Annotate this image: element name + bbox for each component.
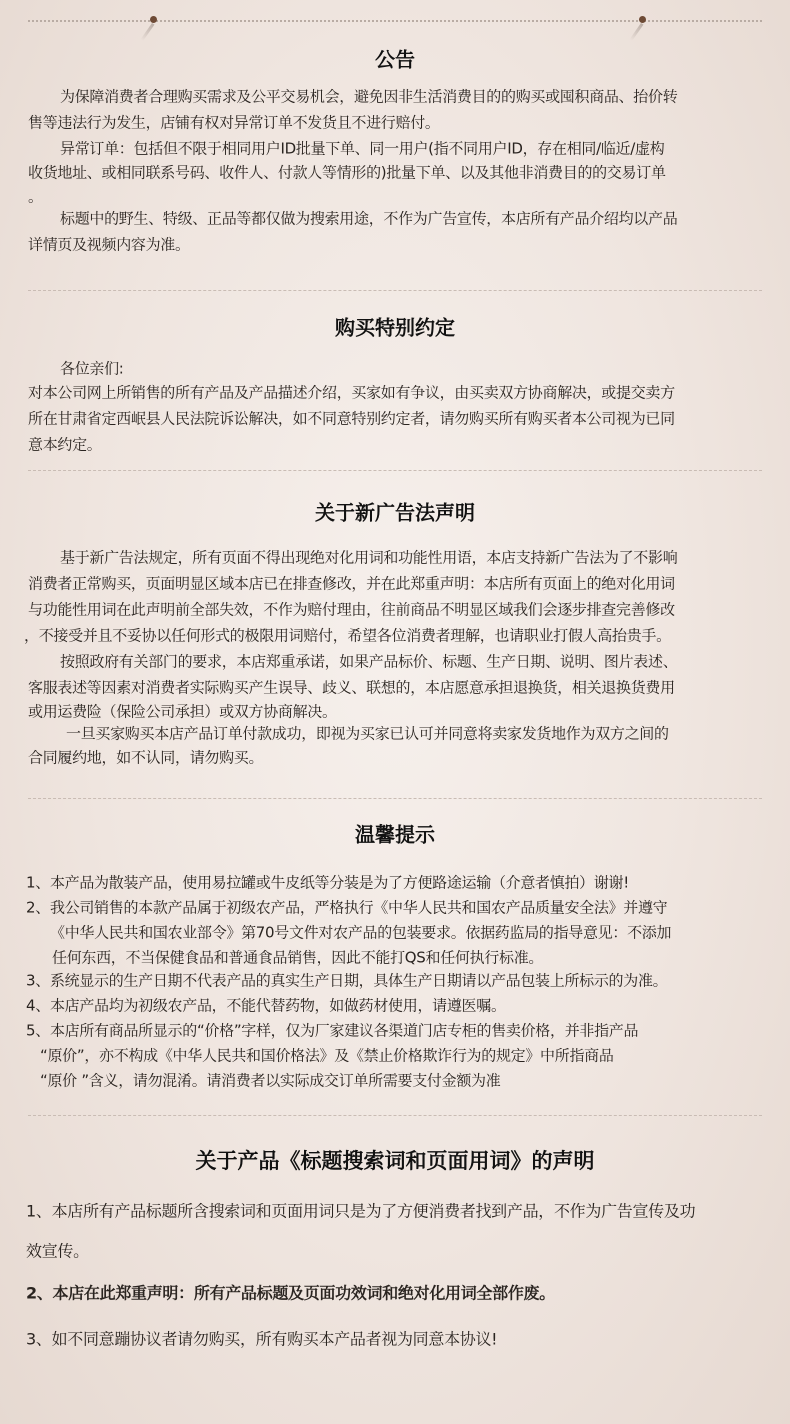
tips-text-line: 5、本店所有商品所显示的“价格”字样，仅为厂家建议各渠道门店专柜的售卖价格，并非指产品 — [26, 1021, 639, 1040]
section-divider — [28, 1115, 762, 1116]
ad-law-statement-text-line: 一旦买家购买本店产品订单付款成功，即视为买家已认可并同意将卖家发货地作为双方之间的 — [66, 724, 669, 743]
purchase-agreement-title: 购买特别约定 — [335, 315, 455, 340]
announcement-text-line: 异常订单：包括但不限于相同用户ID批量下单、同一用户(指不同用户ID，存在相同/临近/虚构 — [60, 139, 665, 158]
announcement-text-line: 售等违法行为发生，店铺有权对异常订单不发货且不进行赔付。 — [28, 113, 440, 132]
announcement-text-line: 详情页及视频内容为准。 — [28, 235, 190, 254]
title-keywords-statement-text-line: 效宣传。 — [26, 1241, 89, 1261]
tips-text-line: 3、系统显示的生产日期不代表产品的真实生产日期，具体生产日期请以产品包装上所标示的为准。 — [26, 971, 668, 990]
purchase-agreement-text-line: 各位亲们: — [60, 359, 124, 378]
section-divider — [28, 470, 762, 471]
ad-law-statement-text-line: 基于新广告法规定，所有页面不得出现绝对化用词和功能性用语，本店支持新广告法为了不影响 — [60, 548, 678, 567]
tips-text-line: 《中华人民共和国农业部令》第70号文件对农产品的包装要求。依据药监局的指导意见：不添加 — [50, 923, 672, 942]
tips-text-line: 任何东西，不当保健食品和普通食品销售，因此不能打QS和任何执行标准。 — [52, 948, 544, 967]
tips-text-line: 4、本店产品均为初级农产品，不能代替药物，如做药材使用，请遵医嘱。 — [26, 996, 506, 1015]
title-keywords-statement-text-line: 3、如不同意蹦协议者请勿购买，所有购买本产品者视为同意本协议! — [26, 1329, 498, 1349]
pin-icon — [639, 16, 646, 23]
purchase-agreement-text-line: 意本约定。 — [28, 435, 102, 454]
pin-icon — [150, 16, 157, 23]
tips-text-line: “原价”，亦不构成《中华人民共和国价格法》及《禁止价格欺诈行为的规定》中所指商品 — [40, 1046, 614, 1065]
ad-law-statement-text-line: 消费者正常购买，页面明显区域本店已在排查修改，并在此郑重声明：本店所有页面上的绝对化用词 — [28, 574, 675, 593]
tips-text-line: 2、我公司销售的本款产品属于初级农产品，严格执行《中华人民共和国农产品质量安全法》并遵守 — [26, 898, 668, 917]
announcement-text-line: 。 — [28, 187, 43, 206]
ad-law-statement-title: 关于新广告法声明 — [315, 500, 475, 525]
section-divider — [28, 798, 762, 799]
ad-law-statement-text-line: ，不接受并且不妥协以任何形式的极限用词赔付，希望各位消费者理解，也请职业打假人高抬贵手。 — [24, 626, 671, 645]
title-keywords-statement-text-line: 1、本店所有产品标题所含搜索词和页面用词只是为了方便消费者找到产品，不作为广告宣传及功 — [26, 1201, 696, 1221]
ad-law-statement-text-line: 或用运费险（保险公司承担）或双方协商解决。 — [28, 702, 337, 721]
ad-law-statement-text-line: 客服表述等因素对消费者实际购买产生误导、歧义、联想的，本店愿意承担退换货，相关退换货费用 — [28, 678, 675, 697]
ad-law-statement-text-line: 与功能性用词在此声明前全部失效，不作为赔付理由，往前商品不明显区域我们会逐步排查完善修改 — [28, 600, 675, 619]
top-dotted-border — [28, 20, 762, 22]
announcement-text-line: 标题中的野生、特级、正品等都仅做为搜索用途，不作为广告宣传，本店所有产品介绍均以产品 — [60, 209, 678, 228]
purchase-agreement-text-line: 所在甘肃省定西岷县人民法院诉讼解决，如不同意特别约定者，请勿购买所有购买者本公司视为已同 — [28, 409, 675, 428]
title-keywords-statement-title: 关于产品《标题搜索词和页面用词》的声明 — [195, 1149, 595, 1173]
ad-law-statement-text-line: 合同履约地，如不认同，请勿购买。 — [28, 748, 264, 767]
purchase-agreement-text-line: 对本公司网上所销售的所有产品及产品描述介绍，买家如有争议，由买卖双方协商解决，或提交卖方 — [28, 383, 675, 402]
tips-text-line: 1、本产品为散装产品，使用易拉罐或牛皮纸等分装是为了方便路途运输（介意者慎拍）谢谢! — [26, 873, 629, 892]
tips-title: 温馨提示 — [355, 822, 435, 847]
title-keywords-statement-text-line: 2、本店在此郑重声明：所有产品标题及页面功效词和绝对化用词全部作废。 — [26, 1283, 555, 1303]
section-divider — [28, 290, 762, 291]
announcement-text-line: 为保障消费者合理购买需求及公平交易机会，避免因非生活消费目的的购买或囤积商品、抬价转 — [60, 87, 678, 106]
tips-text-line: “原价 ”含义，请勿混淆。请消费者以实际成交订单所需要支付金额为准 — [40, 1071, 501, 1090]
announcement-text-line: 收货地址、或相同联系号码、收件人、付款人等情形的)批量下单、以及其他非消费目的的交易订单 — [28, 163, 666, 182]
ad-law-statement-text-line: 按照政府有关部门的要求，本店郑重承诺，如果产品标价、标题、生产日期、说明、图片表述、 — [60, 652, 678, 671]
announcement-title: 公告 — [375, 47, 415, 72]
